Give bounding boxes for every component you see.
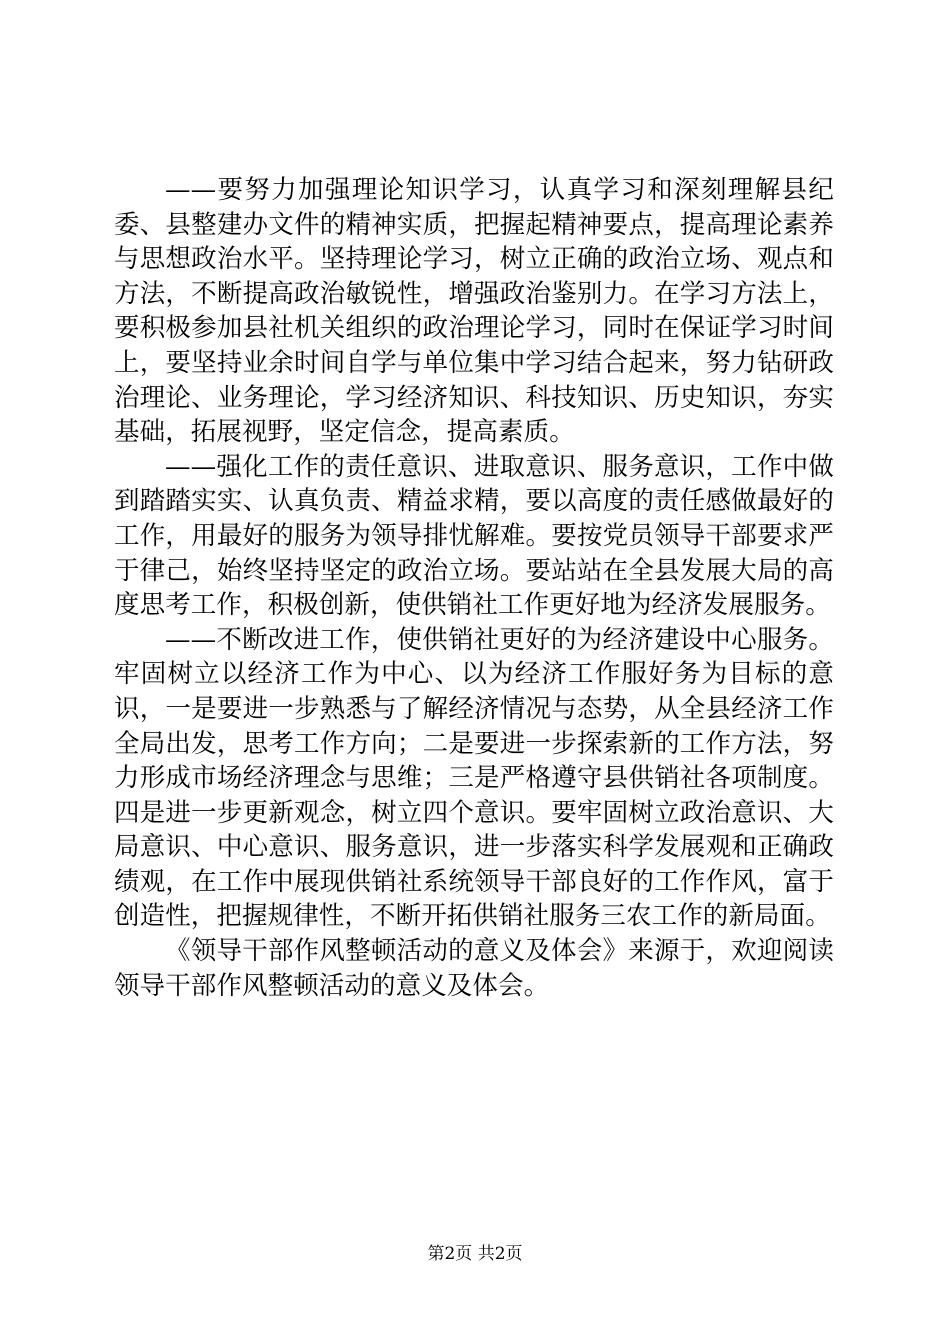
paragraph-source-note: 《领导干部作风整顿活动的意义及体会》来源于，欢迎阅读领导干部作风整顿活动的意义及体会。 bbox=[114, 936, 834, 1001]
paragraph-improve-work: ——不断改进工作，使供销社更好的为经济建设中心服务。牢固树立以经济工作为中心、以为经济工作服好务为目标的意识，一是要进一步熟悉与了解经济情况与态势，从全县经济工作全局出发，思考工作方向；二是要进一步探索新的工作方法，努力形成市场经济理念与思维；三是严格遵守县供销社各项制度。四是进一步更新观念，树立四个意识。要牢固树立政治意识、大局意识、中心意识、服务意识，进一步落实科学发展观和正确政绩观，在工作中展现供销社系统领导干部良好的工作作风，富于创造性，把握规律性，不断开拓供销社服务三农工作的新局面。 bbox=[114, 624, 834, 932]
document-body bbox=[114, 173, 834, 1003]
page-number-footer: 第2页 共2页 bbox=[427, 1244, 523, 1264]
paragraph-theory-study: ——要努力加强理论知识学习，认真学习和深刻理解县纪委、县整建办文件的精神实质，把握起精神要点，提高理论素养与思想政治水平。坚持理论学习，树立正确的政治立场、观点和方法，不断提高政治敏锐性，增强政治鉴别力。在学习方法上，要积极参加县社机关组织的政治理论学习，同时在保证学习时间上，要坚持业余时间自学与单位集中学习结合起来，努力钻研政治理论、业务理论，学习经济知识、科技知识、历史知识，夯实基础，拓展视野，坚定信念，提高素质。 bbox=[114, 175, 834, 448]
paragraph-responsibility: ——强化工作的责任意识、进取意识、服务意识，工作中做到踏踏实实、认真负责、精益求精，要以高度的责任感做最好的工作，用最好的服务为领导排忧解难。要按党员领导干部要求严于律己，始终坚持坚定的政治立场。要站站在全县发展大局的高度思考工作，积极创新，使供销社工作更好地为经济发展服务。 bbox=[114, 451, 834, 621]
